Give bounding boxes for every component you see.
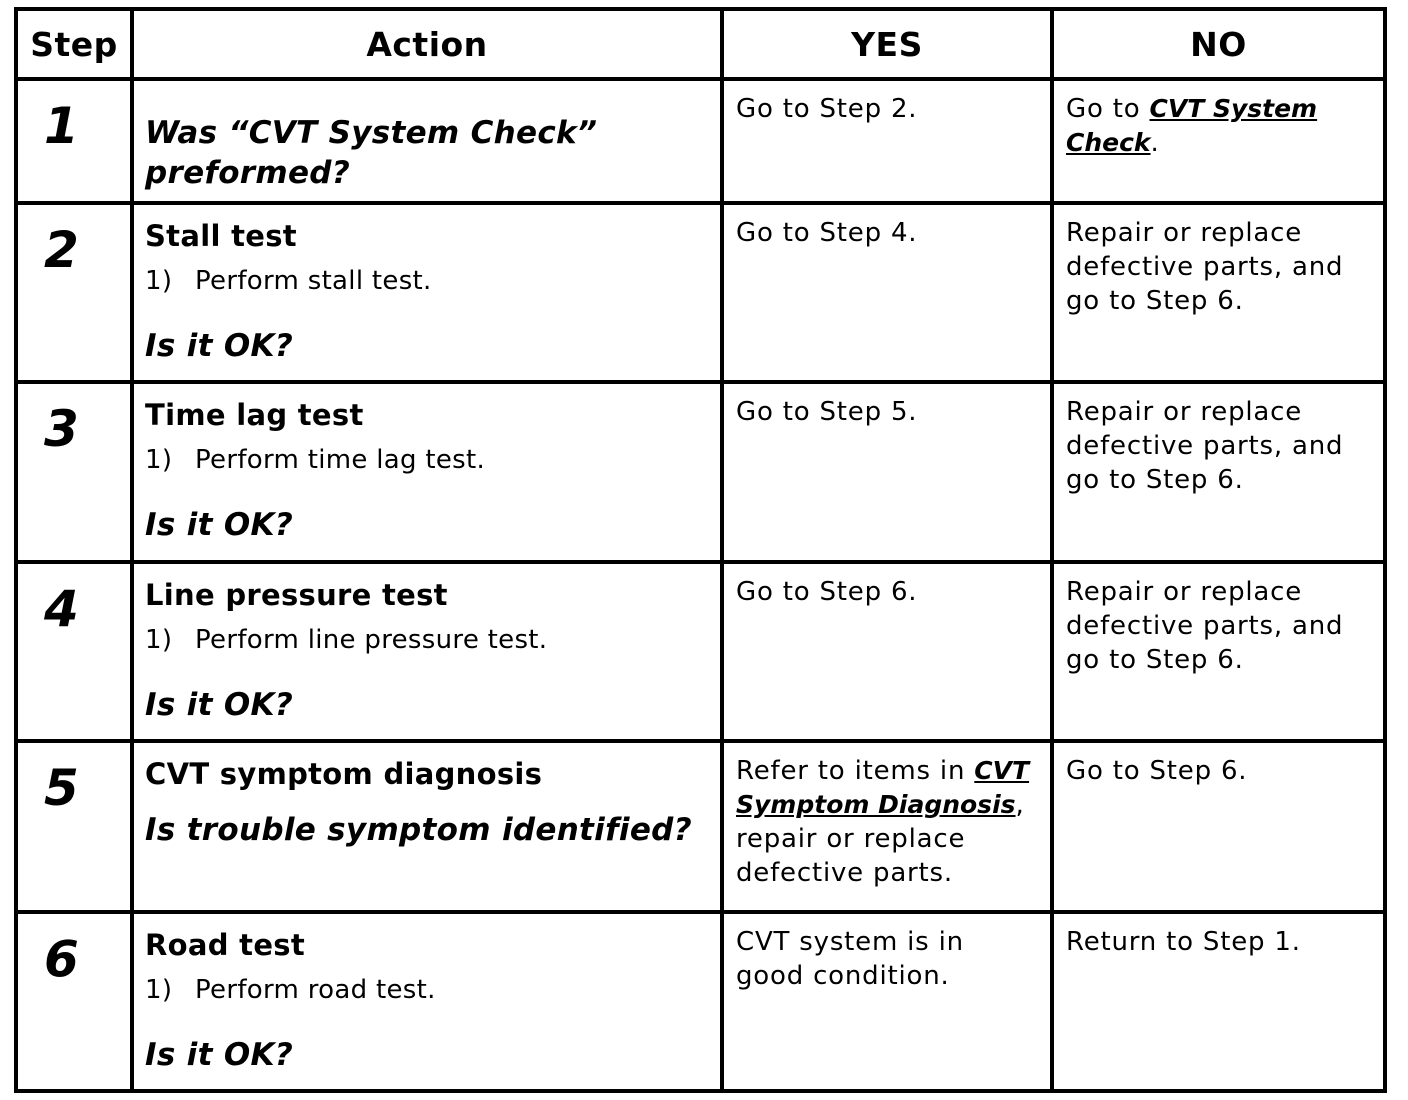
no-cell [1052, 562, 1385, 741]
table-row [16, 741, 1385, 912]
table-row [16, 203, 1385, 382]
yes-cell [722, 79, 1052, 203]
substep-text: Perform stall test. [195, 266, 432, 296]
no-text: Repair or replace defective parts, and go to Step 6. [1066, 218, 1344, 316]
yes-text: Go to Step 5. [736, 397, 918, 427]
action-cell [132, 741, 722, 912]
table-row [16, 562, 1385, 741]
action-title: Stall test [145, 219, 297, 253]
table-row [16, 79, 1385, 203]
action-question: Is it OK? [145, 1037, 294, 1073]
action-question: Was “CVT System Check” preformed? [145, 115, 598, 191]
action-question: Is trouble symptom identified? [145, 812, 692, 848]
action-substep [145, 623, 710, 657]
yes-text-suffix: , repair or replace defective parts. [736, 790, 1025, 888]
no-cell [1052, 79, 1385, 203]
yes-text: Go to Step 4. [736, 218, 918, 248]
no-cell [1052, 912, 1385, 1091]
table-row [16, 912, 1385, 1091]
substep-text: Perform line pressure test. [195, 625, 548, 655]
action-question: Is it OK? [145, 687, 294, 723]
no-text: Repair or replace defective parts, and go to Step 6. [1066, 577, 1344, 675]
action-cell [132, 562, 722, 741]
step-number: 2 [44, 221, 79, 279]
substep-text: Perform time lag test. [195, 445, 486, 475]
step-number: 4 [44, 580, 79, 638]
action-title: Road test [145, 928, 306, 962]
action-cell [132, 382, 722, 562]
step-cell [16, 912, 132, 1091]
substep-number: 1) [145, 625, 173, 655]
action-substep [145, 443, 710, 477]
no-text-prefix: Go to [1066, 94, 1150, 124]
substep-number: 1) [145, 445, 173, 475]
substep-number: 1) [145, 975, 173, 1005]
action-cell [132, 203, 722, 382]
action-title: Line pressure test [145, 578, 448, 612]
header-step: Step [16, 9, 132, 79]
step-cell [16, 203, 132, 382]
yes-cell [722, 741, 1052, 912]
action-question: Is it OK? [145, 507, 294, 543]
substep-text: Perform road test. [195, 975, 436, 1005]
no-text: Repair or replace defective parts, and go to Step 6. [1066, 397, 1344, 495]
yes-cell [722, 382, 1052, 562]
step-cell [16, 79, 132, 203]
no-text-suffix: . [1150, 128, 1160, 158]
yes-text-prefix: Refer to items in [736, 756, 975, 786]
step-number: 1 [44, 97, 79, 155]
action-cell [132, 912, 722, 1091]
action-title: CVT symptom diagnosis [145, 757, 543, 791]
header-yes: YES [722, 9, 1052, 79]
action-cell [132, 79, 722, 203]
action-substep [145, 264, 710, 298]
step-cell [16, 741, 132, 912]
action-title: Time lag test [145, 398, 364, 432]
action-question: Is it OK? [145, 328, 294, 364]
yes-text: CVT system is in good condition. [736, 927, 964, 991]
yes-text: Go to Step 6. [736, 577, 918, 607]
header-action: Action [132, 9, 722, 79]
no-cell [1052, 203, 1385, 382]
cvt-symptom-diagnosis-link[interactable]: CVT Symptom Diagnosis [736, 756, 1030, 819]
yes-text [724, 743, 1050, 890]
no-text [1054, 81, 1383, 160]
step-cell [16, 562, 132, 741]
yes-cell [722, 912, 1052, 1091]
step-number: 5 [44, 759, 79, 817]
substep-number: 1) [145, 266, 173, 296]
diagnosis-table [14, 7, 1387, 1093]
yes-text: Go to Step 2. [736, 94, 918, 124]
step-number: 3 [44, 400, 79, 458]
yes-cell [722, 562, 1052, 741]
no-text: Go to Step 6. [1066, 756, 1248, 786]
step-cell [16, 382, 132, 562]
action-substep [145, 973, 710, 1007]
no-cell [1052, 382, 1385, 562]
no-cell [1052, 741, 1385, 912]
table-row [16, 382, 1385, 562]
header-row [16, 9, 1385, 79]
step-number: 6 [44, 930, 79, 988]
yes-cell [722, 203, 1052, 382]
cvt-system-check-link[interactable]: CVT System Check [1066, 94, 1318, 157]
no-text: Return to Step 1. [1066, 927, 1301, 957]
header-no: NO [1052, 9, 1385, 79]
